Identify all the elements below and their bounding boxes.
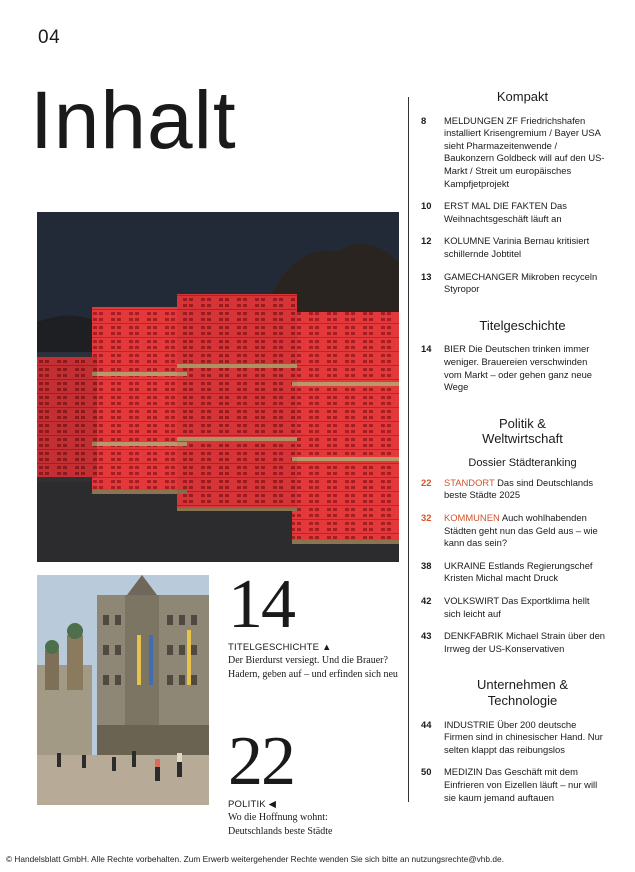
- section-title-titelgeschichte: Titelgeschichte: [479, 317, 566, 333]
- feature-description: Wo die Hoffnung wohnt: Deutschlands beste Städte: [228, 812, 333, 837]
- feature-politik[interactable]: [228, 723, 333, 838]
- page-title: Inhalt: [30, 75, 237, 166]
- feature-number: 14: [228, 566, 294, 643]
- feature-number: 22: [228, 723, 294, 800]
- toc-entry[interactable]: 13 GAMECHANGER Mikroben recyceln Styropor: [421, 270, 598, 295]
- toc-entry[interactable]: 43 DENKFABRIK Michael Strain über den Irrweg der US-Konservativen: [421, 630, 606, 654]
- section-title-kompakt: Kompakt: [496, 89, 549, 104]
- table-of-contents: [421, 89, 606, 814]
- town-hall-square-photo: [37, 575, 209, 805]
- feature-kicker: POLITIK ◀: [228, 799, 277, 810]
- toc-entry[interactable]: 50 MEDIZIN Das Geschäft mit dem Einfrieren von Eizellen läuft – nur will sie kaum jemand auftauen: [421, 766, 598, 803]
- copyright-footer: © Handelsblatt GmbH. Alle Rechte vorbehalten. Zum Erwerb weitergehender Rechte wenden Sie sich bitte an nutzungsrechte@vhb.de.: [6, 854, 504, 864]
- toc-entry[interactable]: 14 BIER Die Deutschen trinken immer weniger. Brauereien verschwinden vom Markt – oder gehen ganz neue Wege: [421, 343, 593, 393]
- beer-crates-photo: [37, 212, 399, 562]
- feature-description: Der Bierdurst versiegt. Und die Brauer? Hadern, geben auf – und erfinden sich neu: [228, 655, 398, 680]
- section-subtitle-dossier: Dossier Städteranking: [468, 456, 577, 469]
- feature-kicker: TITELGESCHICHTE ▲: [228, 642, 332, 653]
- section-title-unternehmen: Unternehmen & Technologie: [476, 677, 569, 708]
- toc-entry[interactable]: 22 STANDORT Das sind Deutschlands beste Städte 2025: [421, 476, 594, 501]
- page-number: 04: [38, 27, 61, 48]
- toc-entry[interactable]: 10 ERST MAL DIE FAKTEN Das Weihnachtsgeschäft läuft an: [421, 200, 567, 224]
- toc-entry[interactable]: 38 UKRAINE Estlands Regierungschef Kristen Michal macht Druck: [421, 559, 593, 584]
- toc-entry[interactable]: 42 VOLKSWIRT Das Exportklima hellt sich leicht auf: [421, 595, 590, 619]
- toc-entry[interactable]: 32 KOMMUNEN Auch wohlhabenden Städten geht nun das Geld aus – wie kann das sein?: [421, 512, 598, 549]
- toc-entry[interactable]: 8 MELDUNGEN ZF Friedrichshafen installiert Krisengremium / Bayer USA sieht Pharmazeitenwende / Baukonzern Goldbeck will auf den US-Markt / Streit um europäisches Kampfjetprojekt: [421, 114, 605, 189]
- column-divider: [408, 97, 409, 802]
- feature-titelgeschichte[interactable]: [228, 566, 398, 681]
- toc-entry[interactable]: 44 INDUSTRIE Über 200 deutsche Firmen sind in chinesischer Hand. Nur selten klappt das reibungslos: [421, 718, 603, 755]
- section-title-politik: Politik & Weltwirtschaft: [482, 415, 563, 447]
- toc-entry[interactable]: 12 KOLUMNE Varinia Bernau kritisiert schillernde Jobtitel: [421, 235, 590, 259]
